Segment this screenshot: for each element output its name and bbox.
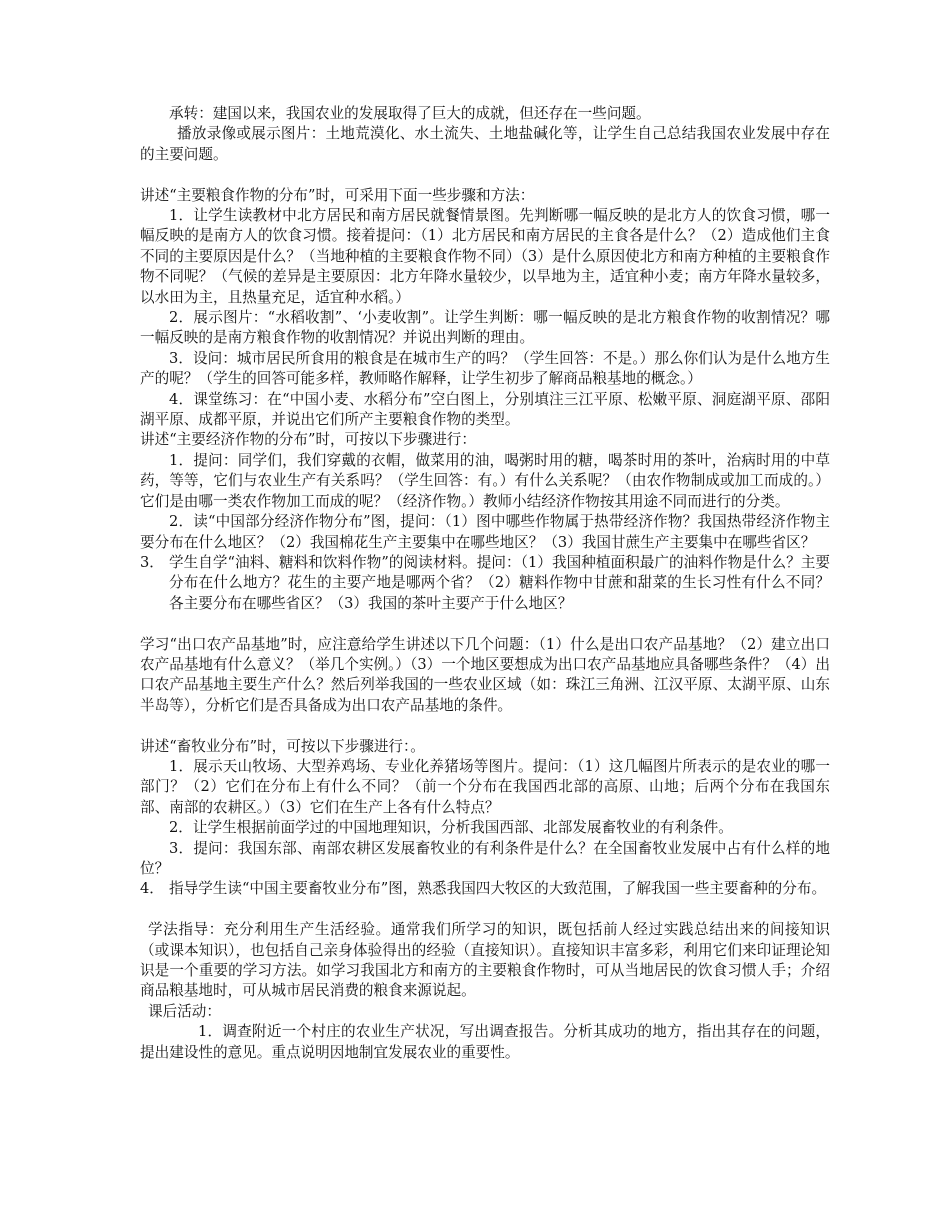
paragraph-economic-heading: 讲述“主要经济作物的分布”时，可按以下步骤进行： [140, 431, 476, 449]
numbered-item-livestock-4 [140, 879, 830, 899]
paragraph-livestock-step-2: 2．让学生根据前面学过的中国地理知识，分析我国西部、北部发展畜牧业的有利条件。 [169, 819, 733, 837]
item-number: 3． [140, 553, 164, 571]
spacer [140, 900, 830, 920]
spacer [140, 614, 830, 634]
item-text: 指导学生读“中国主要畜牧业分布”图，熟悉我国四大牧区的大致范围，了解我国一些主要畜种的分布。 [169, 880, 827, 898]
paragraph-economic-step-2: 2．读“中国部分经济作物分布”图，提问：（1）图中哪些作物属于热带经济作物？我国热带经济作物主要分布在什么地区？（2）我国棉花生产主要集中在哪些地区？（3）我国甘蔗生产主要集中在哪些省区？ [140, 513, 830, 551]
paragraph-grain-step-1: 1．让学生读教材中北方居民和南方居民就餐情景图。先判断哪一幅反映的是北方人的饮食习惯，哪一幅反映的是南方人的饮食习惯。接着提问：（1）北方居民和南方居民的主食各是什么？（2）造成他们主食不同的主要原因是什么？（当地种植的主要粮食作物不同）（3）是什么原因使北方和南方种植的主要粮食作物不同呢？（气候的差异是主要原因：北方年降水量较少，以旱地为主，适宜种小麦；南方年降水量较多，以水田为主，且热量充足，适宜种水稻。） [140, 207, 830, 306]
paragraph-grain-step-3: 3．设问：城市居民所食用的粮食是在城市生产的吗？（学生回答：不是。）那么你们认为是什么地方生产的呢？（学生的回答可能多样，教师略作解释，让学生初步了解商品粮基地的概念。） [140, 349, 830, 388]
paragraph-grain-step-4: 4．课堂练习：在“中国小麦、水稻分布”空白图上，分别填注三江平原、松嫩平原、洞庭湖平原、邵阳湖平原、成都平原，并说出它们所产主要粮食作物的类型。 [140, 390, 830, 429]
paragraph-study-method: 学法指导：充分利用生产生活经验。通常我们所学习的知识，既包括前人经过实践总结出来的间接知识（或课本知识），也包括自己亲身体验得出的经验（直接知识）。直接知识丰富多彩，利用它们来印证理论知识是一个重要的学习方法。如学习我国北方和南方的主要粮食作物时，可从当地居民的饮食习惯人手；介绍商品粮基地时，可从城市居民消费的粮食来源说起。 [140, 921, 830, 1000]
paragraph-economic-step-1: 1．提问：同学们，我们穿戴的衣帽，做菜用的油，喝粥时用的糖，喝茶时用的茶叶，治病时用的中草药，等等，它们与农业生产有关系吗？（学生回答：有。）有什么关系呢？（由农作物制成或加工而成的。）它们是由哪一类农作物加工而成的呢？（经济作物。）教师小结经济作物按其用途不同而进行的分类。 [140, 451, 830, 510]
spacer [140, 165, 830, 185]
spacer [140, 716, 830, 736]
paragraph-export-base: 学习“出口农产品基地”时，应注意给学生讲述以下几个问题：（1）什么是出口农产品基地？（2）建立出口农产品基地有什么意义？（举几个实例。）（3）一个地区要想成为出口农产品基地应具备哪些条件？（4）出口农产品基地主要生产什么？然后列举我国的一些农业区域（如：珠江三角洲、江汉平原、太湖平原、山东半岛等），分析它们是否具备成为出口农产品基地的条件。 [140, 635, 830, 714]
paragraph-after-class-heading: 课后活动： [148, 1002, 221, 1020]
paragraph-transition: 承转：建国以来，我国农业的发展取得了巨大的成就，但还存在一些问题。 [169, 105, 651, 122]
item-text: 学生自学“油料、糖料和饮料作物”的阅读材料。提问：（1）我国种植面积最广的油料作物是什么？主要分布在什么地方？花生的主要产地是哪两个省？（2）糖料作物中甘蔗和甜菜的生长习性有什么不同？各主要分布在哪些省区？（3）我国的茶叶主要产于什么地区？ [169, 553, 830, 612]
paragraph-livestock-step-3: 3．提问：我国东部、南部农耕区发展畜牧业的有利条件是什么？在全国畜牧业发展中占有什么样的地位？ [140, 839, 830, 877]
paragraph-grain-step-2: 2．展示图片：“水稻收割”、‘小麦收割”。让学生判断：哪一幅反映的是北方粮食作物的收割情况？哪一幅反映的是南方粮食作物的收割情况？并说出判断的理由。 [140, 309, 830, 347]
paragraph-after-class-task: 1．调查附近一个村庄的农业生产状况，写出调查报告。分析其成功的地方，指出其存在的问题，提出建设性的意见。重点说明因地制宜发展农业的重要性。 [140, 1023, 830, 1061]
paragraph-grain-heading: 讲述“主要粮食作物的分布”时，可采用下面一些步骤和方法： [140, 186, 535, 204]
paragraph-livestock-heading: 讲述“畜牧业分布”时，可按以下步骤进行：。 [140, 737, 425, 755]
paragraph-video: 播放录像或展示图片：土地荒漠化、水土流失、土地盐碱化等，让学生自己总结我国农业发展中存在的主要问题。 [140, 125, 830, 163]
paragraph-livestock-step-1: 1．展示天山牧场、大型养鸡场、专业化养猪场等图片。提问：（1）这几幅图片所表示的是农业的哪一部门？（2）它们在分布上有什么不同？（前一个分布在我国西北部的高原、山地；后两个分布在我国东部、南部的农耕区。）（3）它们在生产上各有什么特点？ [140, 757, 830, 816]
item-number: 4． [140, 880, 164, 898]
numbered-item-economic-3 [140, 553, 830, 614]
